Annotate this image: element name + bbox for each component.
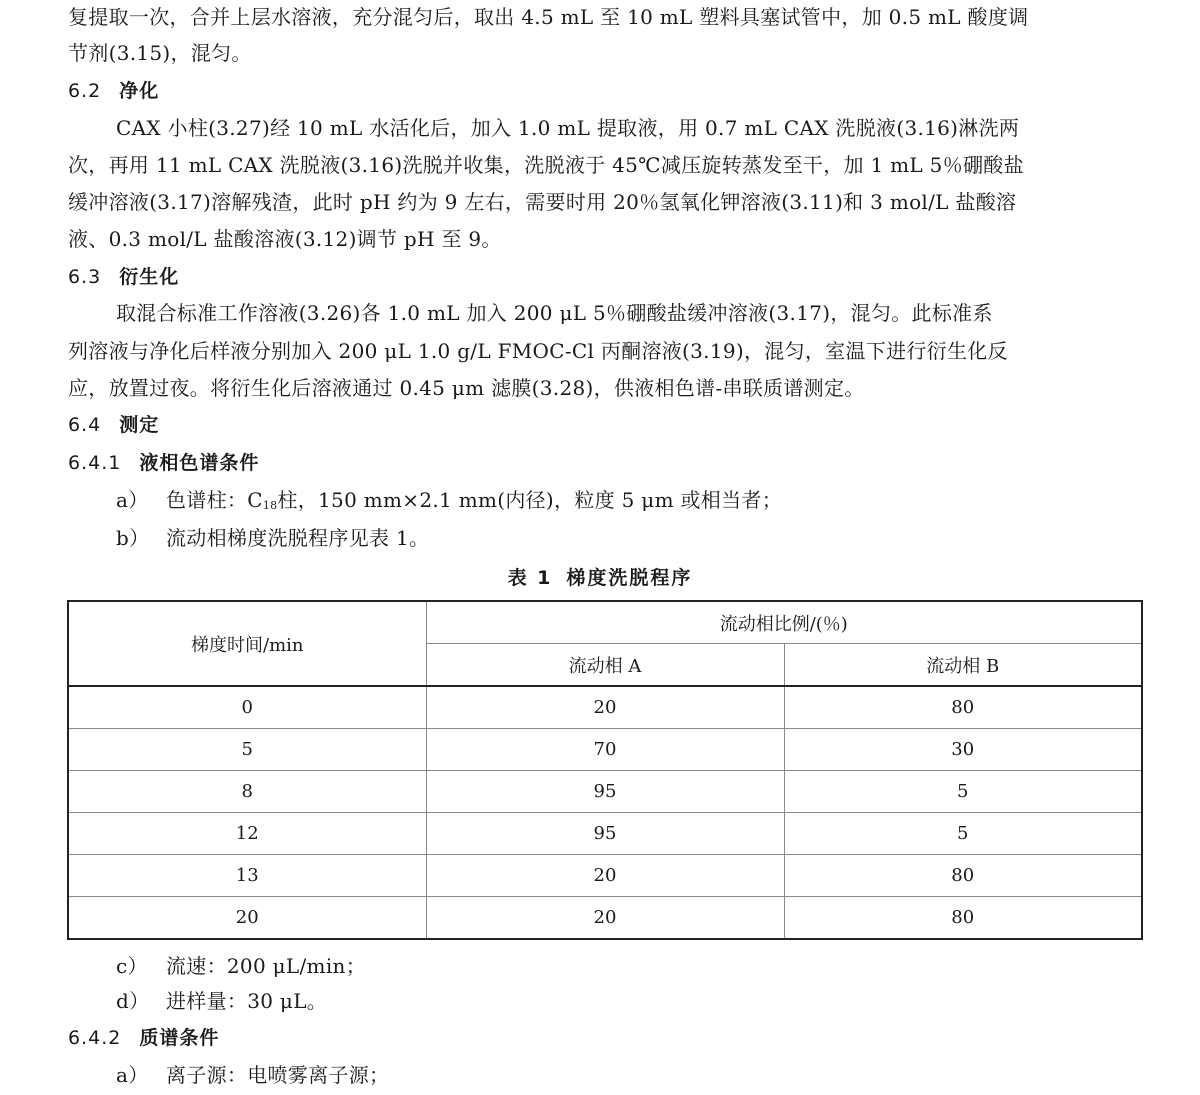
cell-time: 12	[68, 813, 426, 855]
list-label: c）	[116, 954, 148, 978]
cell-phase-a: 20	[426, 897, 784, 940]
cell-phase-b: 80	[784, 855, 1142, 897]
header-group: 流动相比例/(％)	[426, 601, 1142, 644]
section-number: 6.4	[68, 414, 102, 436]
paragraph-line: 次，再用 11 mL CAX 洗脱液(3.16)洗脱并收集，洗脱液于 45℃减压旋转蒸发至干，加 1 mL 5％硼酸盐	[68, 153, 1024, 177]
paragraph-line: 列溶液与净化后样液分别加入 200 μL 1.0 g/L FMOC-Cl 丙酮溶液(3.19)，混匀，室温下进行衍生化反	[68, 339, 1008, 363]
table-header-row	[68, 601, 1142, 644]
list-item-c	[116, 953, 1196, 979]
table-row	[68, 897, 1142, 940]
table-title: 梯度洗脱程序	[566, 567, 693, 589]
cell-time: 5	[68, 729, 426, 771]
list-label: a）	[116, 488, 149, 512]
list-item-ms-a	[116, 1062, 1196, 1088]
section-heading-6-2	[68, 78, 1148, 104]
table-row	[68, 813, 1142, 855]
cell-time: 8	[68, 771, 426, 813]
list-label: b）	[116, 526, 150, 550]
list-text: 进样量：30 μL。	[166, 989, 328, 1013]
gradient-table	[67, 600, 1143, 940]
list-item-d	[116, 988, 1196, 1014]
cell-phase-a: 70	[426, 729, 784, 771]
section-title: 测定	[119, 414, 160, 436]
paragraph-line: 节剂(3.15)，混匀。	[68, 41, 252, 65]
paragraph-line: 缓冲溶液(3.17)溶解残渣，此时 pH 约为 9 左右，需要时用 20％氢氧化钾溶液(3.11)和 3 mol/L 盐酸溶	[68, 190, 1017, 214]
paragraph-line: 复提取一次，合并上层水溶液，充分混匀后，取出 4.5 mL 至 10 mL 塑料具塞试管中，加 0.5 mL 酸度调	[68, 5, 1029, 29]
list-label: a）	[116, 1063, 149, 1087]
table-caption	[0, 563, 1200, 590]
table-number: 表 1	[507, 567, 553, 589]
section-heading-6-3	[68, 264, 1148, 290]
section-heading-6-4	[68, 412, 1148, 438]
section-heading-6-4-2	[68, 1025, 1148, 1051]
section-title: 净化	[119, 80, 160, 102]
section-number: 6.2	[68, 80, 102, 102]
cell-time: 13	[68, 855, 426, 897]
cell-phase-b: 5	[784, 771, 1142, 813]
section-number: 6.4.2	[68, 1027, 122, 1049]
table-row	[68, 686, 1142, 729]
cell-phase-a: 20	[426, 686, 784, 729]
cell-phase-a: 20	[426, 855, 784, 897]
cell-phase-b: 80	[784, 686, 1142, 729]
list-text: 流动相梯度洗脱程序见表 1。	[166, 526, 430, 550]
paragraph-line: CAX 小柱(3.27)经 10 mL 水活化后，加入 1.0 mL 提取液，用 0.7 mL CAX 洗脱液(3.16)淋洗两	[116, 116, 1020, 140]
cell-phase-b: 5	[784, 813, 1142, 855]
section-heading-6-4-1	[68, 450, 1148, 476]
list-text: 离子源：电喷雾离子源；	[166, 1063, 390, 1087]
section-title: 液相色谱条件	[139, 452, 260, 474]
subscript: 18	[262, 499, 278, 512]
list-label: d）	[116, 989, 150, 1013]
cell-phase-b: 30	[784, 729, 1142, 771]
section-number: 6.3	[68, 266, 102, 288]
cell-phase-a: 95	[426, 771, 784, 813]
list-text: 色谱柱：C	[166, 488, 263, 512]
section-title: 质谱条件	[139, 1027, 220, 1049]
header-time: 梯度时间/min	[68, 601, 426, 686]
list-text: 流速：200 μL/min；	[166, 954, 366, 978]
paragraph-line: 液、0.3 mol/L 盐酸溶液(3.12)调节 pH 至 9。	[68, 227, 502, 251]
cell-time: 0	[68, 686, 426, 729]
table-row	[68, 771, 1142, 813]
list-text: 柱，150 mm×2.1 mm(内径)，粒度 5 μm 或相当者；	[277, 488, 782, 512]
paragraph-line: 应，放置过夜。将衍生化后溶液通过 0.45 μm 滤膜(3.28)，供液相色谱-串联质谱测定。	[68, 376, 865, 400]
section-title: 衍生化	[119, 266, 180, 288]
cell-phase-b: 80	[784, 897, 1142, 940]
list-item-a	[116, 487, 1196, 519]
header-phase-a: 流动相 A	[426, 644, 784, 687]
list-item-b	[116, 525, 1196, 551]
cell-phase-a: 95	[426, 813, 784, 855]
section-number: 6.4.1	[68, 452, 122, 474]
table-row	[68, 855, 1142, 897]
table-row	[68, 729, 1142, 771]
cell-time: 20	[68, 897, 426, 940]
header-phase-b: 流动相 B	[784, 644, 1142, 687]
paragraph-line: 取混合标准工作溶液(3.26)各 1.0 mL 加入 200 μL 5％硼酸盐缓冲溶液(3.17)，混匀。此标准系	[116, 301, 993, 325]
